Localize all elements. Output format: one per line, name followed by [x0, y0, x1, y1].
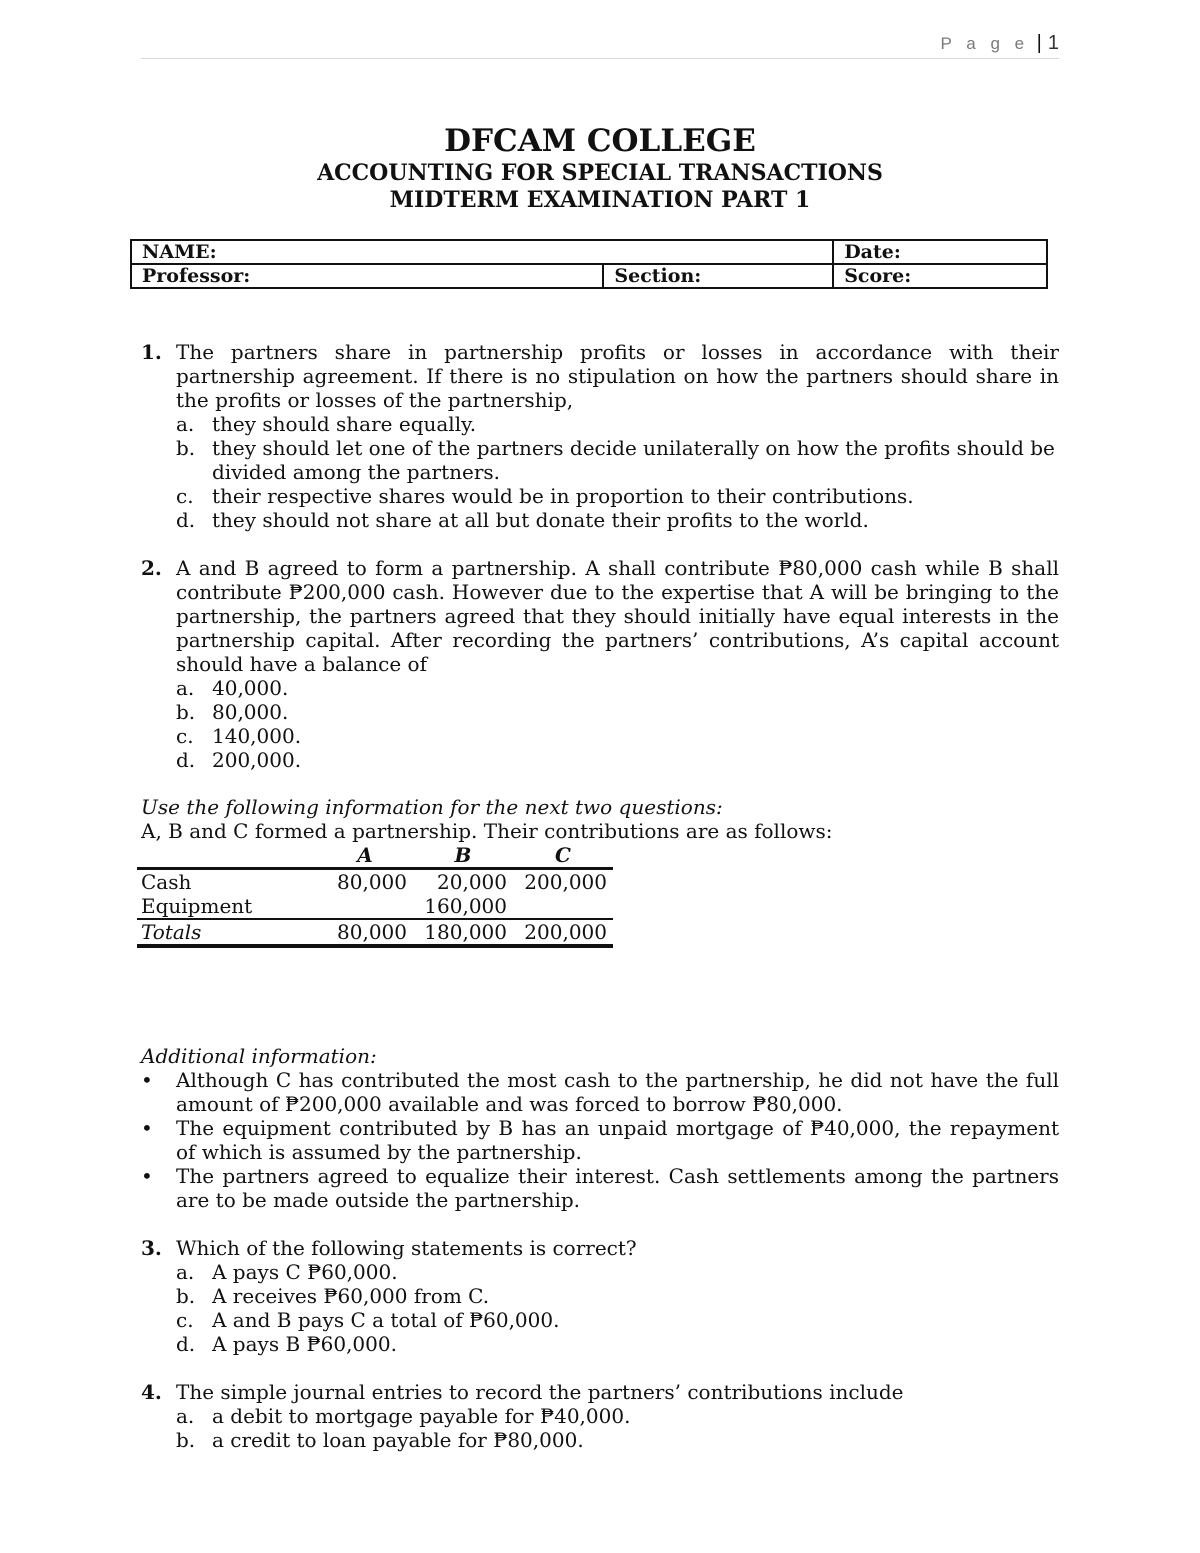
list-item: [141, 1164, 1059, 1212]
contributions-header-row: [137, 843, 613, 869]
option-b[interactable]: [141, 700, 1059, 724]
option-b[interactable]: [141, 1284, 1059, 1308]
option-text: 140,000.: [212, 724, 302, 748]
option-d[interactable]: [141, 508, 1059, 532]
option-text: A pays B ₱60,000.: [212, 1332, 397, 1356]
question-1-stem: [141, 340, 1059, 412]
additional-info: [141, 1044, 1059, 1212]
question-number: 1.: [141, 340, 162, 364]
exam-title: MIDTERM EXAMINATION PART 1: [389, 187, 811, 213]
option-letter: b.: [176, 1428, 196, 1452]
option-a[interactable]: [141, 1404, 1059, 1428]
question-number: 2.: [141, 556, 162, 580]
option-letter: a.: [176, 1404, 195, 1428]
score-field[interactable]: Score:: [833, 264, 1047, 288]
option-b[interactable]: [141, 1428, 1059, 1452]
option-a[interactable]: [141, 676, 1059, 700]
option-text: they should share equally.: [212, 412, 477, 436]
table-row: [137, 869, 613, 895]
option-text: A and B pays C a total of ₱60,000.: [212, 1308, 560, 1332]
additional-heading: Additional information:: [141, 1044, 377, 1068]
option-letter: a.: [176, 412, 195, 436]
option-letter: a.: [176, 676, 195, 700]
list-item: [141, 1116, 1059, 1164]
option-text: their respective shares would be in proportion to their contributions.: [212, 484, 914, 508]
cell-b: 20,000: [437, 870, 507, 894]
option-letter: c.: [176, 1308, 194, 1332]
option-text: A receives ₱60,000 from C.: [212, 1284, 490, 1308]
page-header: [141, 30, 1059, 59]
option-text: a credit to loan payable for ₱80,000.: [212, 1428, 584, 1452]
totals-row: [137, 919, 613, 946]
info-lead: A, B and C formed a partnership. Their contributions are as follows:: [141, 819, 833, 843]
option-letter: d.: [176, 748, 196, 772]
header-c: C: [513, 843, 613, 869]
option-c[interactable]: [141, 484, 1059, 508]
question-4: [141, 1380, 1059, 1452]
bullet-icon: •: [141, 1116, 153, 1140]
bullet-text: The equipment contributed by B has an unpaid mortgage of ₱40,000, the repayment of which is assumed by the partnership.: [176, 1116, 1059, 1164]
option-text: A pays C ₱60,000.: [212, 1260, 398, 1284]
question-1: [141, 340, 1059, 532]
option-letter: a.: [176, 1260, 195, 1284]
question-4-stem: [141, 1380, 1059, 1404]
info-intro: Use the following information for the next two questions:: [141, 795, 723, 819]
page-word: P a g e: [940, 34, 1030, 53]
row-label: Totals: [137, 919, 317, 946]
option-a[interactable]: [141, 412, 1059, 436]
question-text: The partners share in partnership profits or losses in accordance with their partnership agreement. If there is no stipulation on how the partners should share in the profits or losses of the partnership,: [176, 340, 1059, 412]
page-number-value: 1: [1047, 32, 1059, 54]
date-field[interactable]: Date:: [833, 240, 1047, 264]
option-text: they should let one of the partners decide unilaterally on how the profits should be divided among the partners.: [212, 436, 1055, 484]
question-3: [141, 1236, 1059, 1356]
question-number: 4.: [141, 1380, 162, 1404]
professor-field[interactable]: Professor:: [131, 264, 603, 288]
bullet-text: Although C has contributed the most cash to the partnership, he did not have the full amount of ₱200,000 available and was forced to borrow ₱80,000.: [176, 1068, 1059, 1116]
cell-c: 200,000: [524, 870, 607, 894]
option-c[interactable]: [141, 724, 1059, 748]
list-item: [141, 1068, 1059, 1116]
option-letter: d.: [176, 1332, 196, 1356]
header-a: A: [317, 843, 413, 869]
option-text: they should not share at all but donate their profits to the world.: [212, 508, 869, 532]
title-block: [141, 122, 1059, 214]
option-text: 80,000.: [212, 700, 289, 724]
page-separator: |: [1036, 32, 1042, 54]
cell-a: [317, 894, 413, 919]
option-text: a debit to mortgage payable for ₱40,000.: [212, 1404, 631, 1428]
bullet-icon: •: [141, 1068, 153, 1092]
question-number: 3.: [141, 1236, 162, 1260]
cell-a: 80,000: [337, 870, 407, 894]
contributions-table: [137, 843, 613, 948]
question-text: A and B agreed to form a partnership. A shall contribute ₱80,000 cash while B shall contribute ₱200,000 cash. However due to the expertise that A will be bringing to the partnership, the partners agreed that they should initially have equal interests in the partnership capital. After recording the partners’ contributions, A’s capital account should have a balance of: [176, 556, 1059, 676]
option-letter: b.: [176, 700, 196, 724]
cell-c: 200,000: [513, 919, 613, 946]
cell-b: 160,000: [424, 894, 507, 918]
bullet-icon: •: [141, 1164, 153, 1188]
option-letter: c.: [176, 484, 194, 508]
name-field[interactable]: NAME:: [131, 240, 833, 264]
option-a[interactable]: [141, 1260, 1059, 1284]
cell-b: 180,000: [413, 919, 513, 946]
section-field[interactable]: Section:: [603, 264, 833, 288]
course-title: ACCOUNTING FOR SPECIAL TRANSACTIONS: [317, 160, 883, 186]
option-letter: b.: [176, 1284, 196, 1308]
header-blank: [137, 843, 317, 869]
option-letter: b.: [176, 436, 196, 460]
option-letter: d.: [176, 508, 196, 532]
student-info-table: [130, 239, 1048, 289]
cell-a: 80,000: [317, 919, 413, 946]
row-label: Equipment: [141, 894, 253, 918]
question-2-stem: [141, 556, 1059, 676]
question-text: The simple journal entries to record the partners’ contributions include: [176, 1380, 904, 1404]
info-intro-block: [141, 795, 1059, 843]
option-d[interactable]: [141, 748, 1059, 772]
page-number: [941, 32, 1059, 55]
row-label: Cash: [141, 870, 192, 894]
table-row: [137, 894, 613, 919]
option-d[interactable]: [141, 1332, 1059, 1356]
cell-c: [513, 894, 613, 919]
question-2: [141, 556, 1059, 772]
bullet-text: The partners agreed to equalize their interest. Cash settlements among the partners are to be made outside the partnership.: [176, 1164, 1059, 1212]
option-b[interactable]: [141, 436, 1059, 484]
option-c[interactable]: [141, 1308, 1059, 1332]
question-3-stem: [141, 1236, 1059, 1260]
college-name: DFCAM COLLEGE: [444, 123, 756, 159]
question-text: Which of the following statements is correct?: [176, 1236, 637, 1260]
option-letter: c.: [176, 724, 194, 748]
option-text: 40,000.: [212, 676, 289, 700]
header-b: B: [413, 843, 513, 869]
option-text: 200,000.: [212, 748, 302, 772]
